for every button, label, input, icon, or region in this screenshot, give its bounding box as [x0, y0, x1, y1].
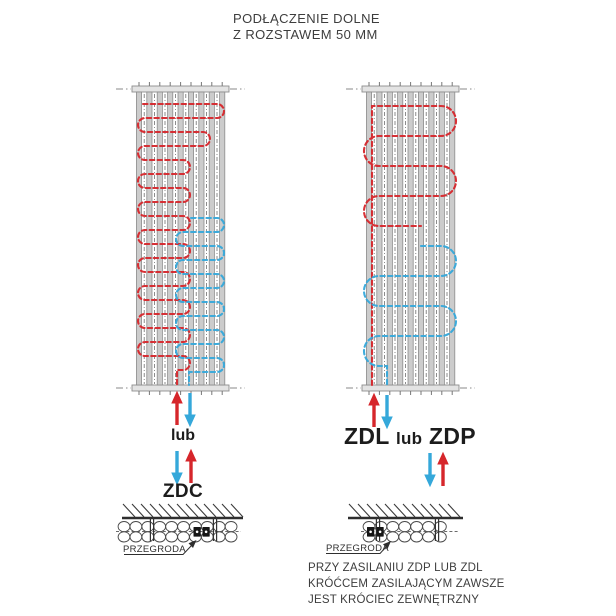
footnote-line-1: PRZY ZASILANIU ZDP LUB ZDL	[308, 562, 483, 574]
left-connection-arrows-bottom	[172, 450, 196, 484]
left-partition-assembly	[116, 504, 243, 542]
right-radiator	[346, 82, 475, 395]
right-connection-type-label	[330, 423, 490, 450]
title-line-1: PODŁĄCZENIE DOLNE	[233, 11, 380, 26]
page-title	[233, 11, 380, 42]
connection-zdp-label: ZDP	[429, 423, 476, 449]
footnote-text	[308, 560, 504, 608]
left-partition-label: PRZEGRODA	[123, 544, 186, 555]
title-line-2: Z ROZSTAWEM 50 MM	[233, 26, 378, 42]
left-connection-type-label: ZDC	[162, 481, 204, 502]
footnote-line-3: JEST KRÓCIEC ZEWNĘTRZNY	[308, 594, 480, 606]
right-partition-label: PRZEGRODA	[326, 543, 389, 554]
right-connection-arrows-bottom	[425, 453, 448, 486]
return-down-arrow-icon	[172, 451, 182, 484]
supply-up-arrow-icon	[438, 453, 448, 486]
left-radiator	[116, 82, 245, 395]
left-or-label: lub	[171, 427, 195, 444]
supply-up-arrow-icon	[186, 450, 196, 483]
footnote-line-2: KRÓĆCEM ZASILAJĄCYM ZAWSZE	[308, 578, 505, 590]
right-or-label: lub	[395, 429, 423, 448]
return-down-arrow-icon	[185, 393, 195, 426]
supply-up-arrow-icon	[172, 392, 182, 425]
right-partition-assembly	[348, 504, 463, 542]
left-connection-arrows-top	[172, 392, 195, 426]
connection-zdl-label: ZDL	[344, 423, 390, 449]
return-down-arrow-icon	[425, 453, 435, 486]
